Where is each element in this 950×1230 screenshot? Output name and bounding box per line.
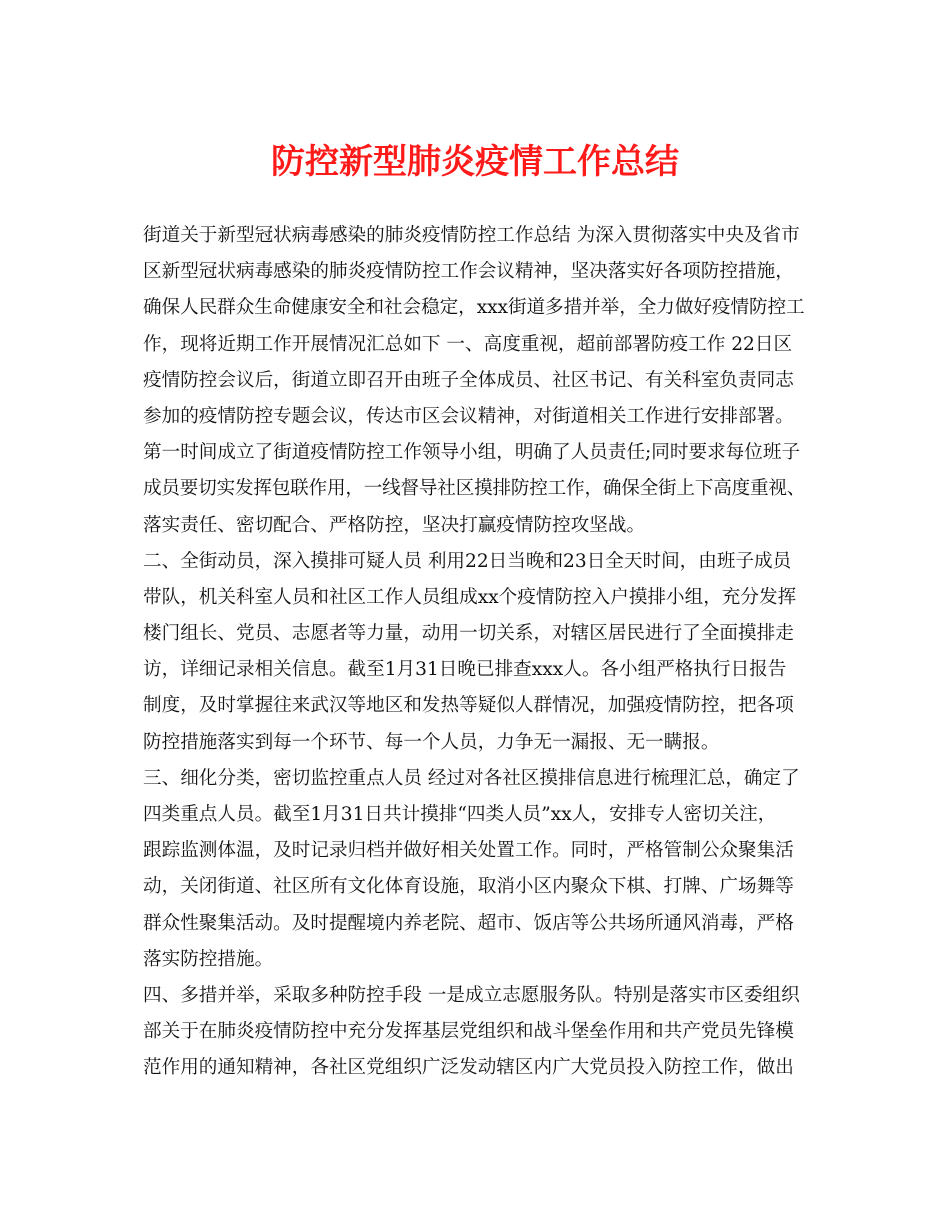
body-line: 带队，机关科室人员和社区工作人员组成xx个疫情防控入户摸排小组，充分发挥 (143, 586, 797, 608)
body-line: 疫情防控会议后，街道立即召开由班子全体成员、社区书记、有关科室负责同志 (143, 369, 794, 391)
body-line: 区新型冠状病毒感染的肺炎疫情防控工作会议精神，坚决落实好各项防控措施， (143, 261, 794, 283)
body-line: 四、多措并举，采取多种防控手段 一是成立志愿服务队。特别是落实市区委组织 (143, 984, 800, 1006)
document-body (143, 218, 805, 1087)
body-line: 四类重点人员。截至1月31日共计摸排“四类人员”xx人，安排专人密切关注， (143, 804, 777, 825)
body-line: 作，现将近期工作开展情况汇总如下 一、高度重视，超前部署防疫工作 22日区 (143, 333, 793, 355)
body-line: 楼门组长、党员、志愿者等力量，动用一切关系，对辖区居民进行了全面摸排走 (143, 623, 794, 645)
body-line: 制度，及时掌握往来武汉等地区和发热等疑似人群情况，加强疫情防控，把各项 (143, 695, 794, 717)
body-line: 访，详细记录相关信息。截至1月31日晚已排查xxx人。各小组严格执行日报告 (143, 659, 787, 681)
body-line: 二、全街动员，深入摸排可疑人员 利用22日当晚和23日全天时间，由班子成员 (143, 550, 792, 572)
body-line: 三、细化分类，密切监控重点人员 经过对各社区摸排信息进行梳理汇总，确定了 (143, 767, 800, 789)
body-line: 防控措施落实到每一个环节、每一个人员，力争无一漏报、无一瞒报。 (143, 731, 720, 753)
body-line: 动，关闭街道、社区所有文化体育设施，取消小区内聚众下棋、打牌、广场舞等 (143, 876, 794, 898)
body-line: 跟踪监测体温，及时记录归档并做好相关处置工作。同时，严格管制公众聚集活 (143, 840, 794, 862)
body-line: 群众性聚集活动。及时提醒境内养老院、超市、饭店等公共场所通风消毒，严格 (143, 912, 794, 934)
body-line: 落实防控措施。 (143, 948, 274, 970)
body-line: 落实责任、密切配合、严格防控，坚决打赢疫情防控攻坚战。 (143, 514, 646, 536)
body-line: 参加的疫情防控专题会议，传达市区会议精神，对街道相关工作进行安排部署。 (143, 405, 794, 427)
body-line: 确保人民群众生命健康安全和社会稳定，xxx街道多措并举，全力做好疫情防控工 (143, 297, 805, 319)
document-title: 防控新型肺炎疫情工作总结 (271, 142, 679, 182)
body-line: 第一时间成立了街道疫情防控工作领导小组，明确了人员责任;同时要求每位班子 (143, 442, 801, 464)
body-line: 街道关于新型冠状病毒感染的肺炎疫情防控工作总结 为深入贯彻落实中央及省市 (143, 225, 800, 246)
body-line: 部关于在肺炎疫情防控中充分发挥基层党组织和战斗堡垒作用和共产党员先锋模 (143, 1021, 794, 1043)
body-line: 成员要切实发挥包联作用，一线督导社区摸排防控工作，确保全街上下高度重视、 (143, 478, 806, 500)
body-line: 范作用的通知精神，各社区党组织广泛发动辖区内广大党员投入防控工作，做出 (143, 1057, 794, 1079)
